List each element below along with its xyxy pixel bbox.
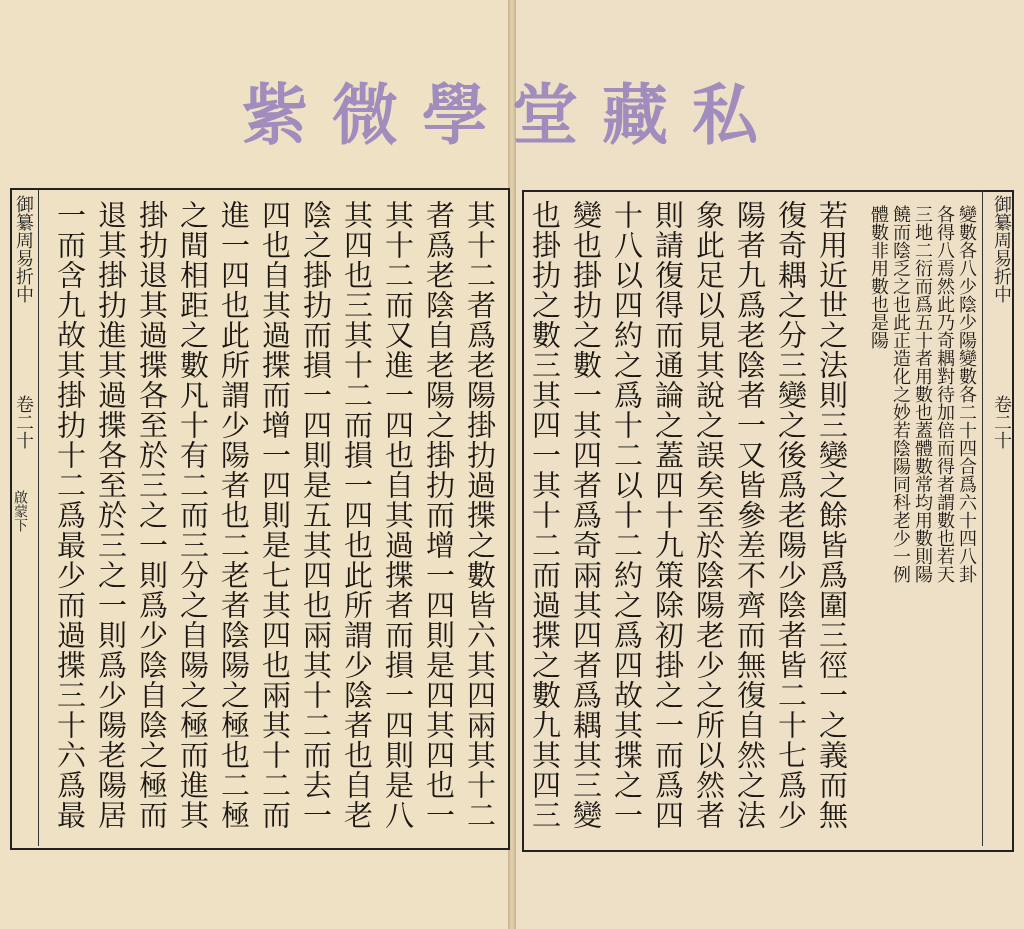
right-note-column-1: 變數各八少陰少陽變數各二十四合爲六十四八卦 (956, 205, 977, 583)
right-text-column-5: 則請復得而通論之蓋四十九策除初掛之一而爲四 (651, 200, 685, 830)
right-margin-volume: 卷二十 (991, 395, 1012, 449)
right-margin-title: 御纂周易折中 (991, 195, 1012, 303)
left-text-column-10: 退其掛扐進其過揲各至於三之一則爲少陽老陽居 (94, 200, 128, 830)
left-margin-section: 啟蒙下 (12, 490, 28, 532)
right-note-column-4: 饒而陰乏之也此正造化之妙若陰陽同科老少一例 (890, 205, 911, 583)
left-text-column-2: 者爲老陰自老陽之掛扐而增一四則是四其四也一 (422, 200, 456, 830)
right-text-column-8: 也掛扐之數三其四一其十二而過揲之數九其四三 (528, 200, 562, 830)
collector-seal: 紫微學堂藏私 (242, 76, 782, 154)
right-note-column-5: 體數非用數也是陽 (868, 205, 889, 349)
left-margin-volume: 卷二十 (13, 395, 34, 449)
left-text-column-1: 其十二者爲老陽掛扐過揲之數皆六其四兩其十二 (463, 200, 497, 830)
left-text-column-6: 四也自其過揲而增一四則是七其四也兩其十二而 (258, 200, 292, 830)
left-margin-title: 御纂周易折中 (13, 195, 34, 303)
left-text-column-9: 掛扐退其過揲各至於三之一則爲少陰自陰之極而 (135, 200, 169, 830)
right-text-column-3: 陽者九爲老陰者一又皆參差不齊而無復自然之法 (733, 200, 767, 830)
right-text-column-7: 變也掛扐之數一其四者爲奇兩其四者爲耦其三變 (569, 200, 603, 830)
right-margin-rule (982, 190, 983, 846)
left-margin-rule (38, 190, 39, 846)
right-text-column-2: 復奇耦之分三變之後爲老陽少陰者皆二十七爲少 (774, 200, 808, 830)
left-text-column-8: 之間相距之數凡十有二而三分之自陽之極而進其 (176, 200, 210, 830)
left-text-column-11: 一而含九故其掛扐十二爲最少而過揲三十六爲最 (53, 200, 87, 830)
right-text-column-6: 十八以四約之爲十二以十二約之爲四故其揲之一 (610, 200, 644, 830)
left-text-column-7: 進一四也此所謂少陽者也二老者陰陽之極也二極 (217, 200, 251, 830)
right-note-column-3: 三地二衍而爲五十者用數也蓋體數常均用數則陽 (912, 205, 933, 583)
right-text-column-1: 若用近世之法則三變之餘皆爲圍三徑一之義而無 (815, 200, 849, 830)
left-text-column-5: 陰之掛扐而損一四則是五其四也兩其十二而去一 (299, 200, 333, 830)
right-text-column-4: 象此足以見其說之誤矣至於陰陽老少之所以然者 (692, 200, 726, 830)
right-note-column-2: 各得八焉然此乃奇耦對待加倍而得者謂數也若天 (934, 205, 955, 583)
left-text-column-4: 其四也三其十二而損一四也此所謂少陰者也自老 (340, 200, 374, 830)
left-text-column-3: 其十二而又進一四也自其過揲者而損一四則是八 (381, 200, 415, 830)
